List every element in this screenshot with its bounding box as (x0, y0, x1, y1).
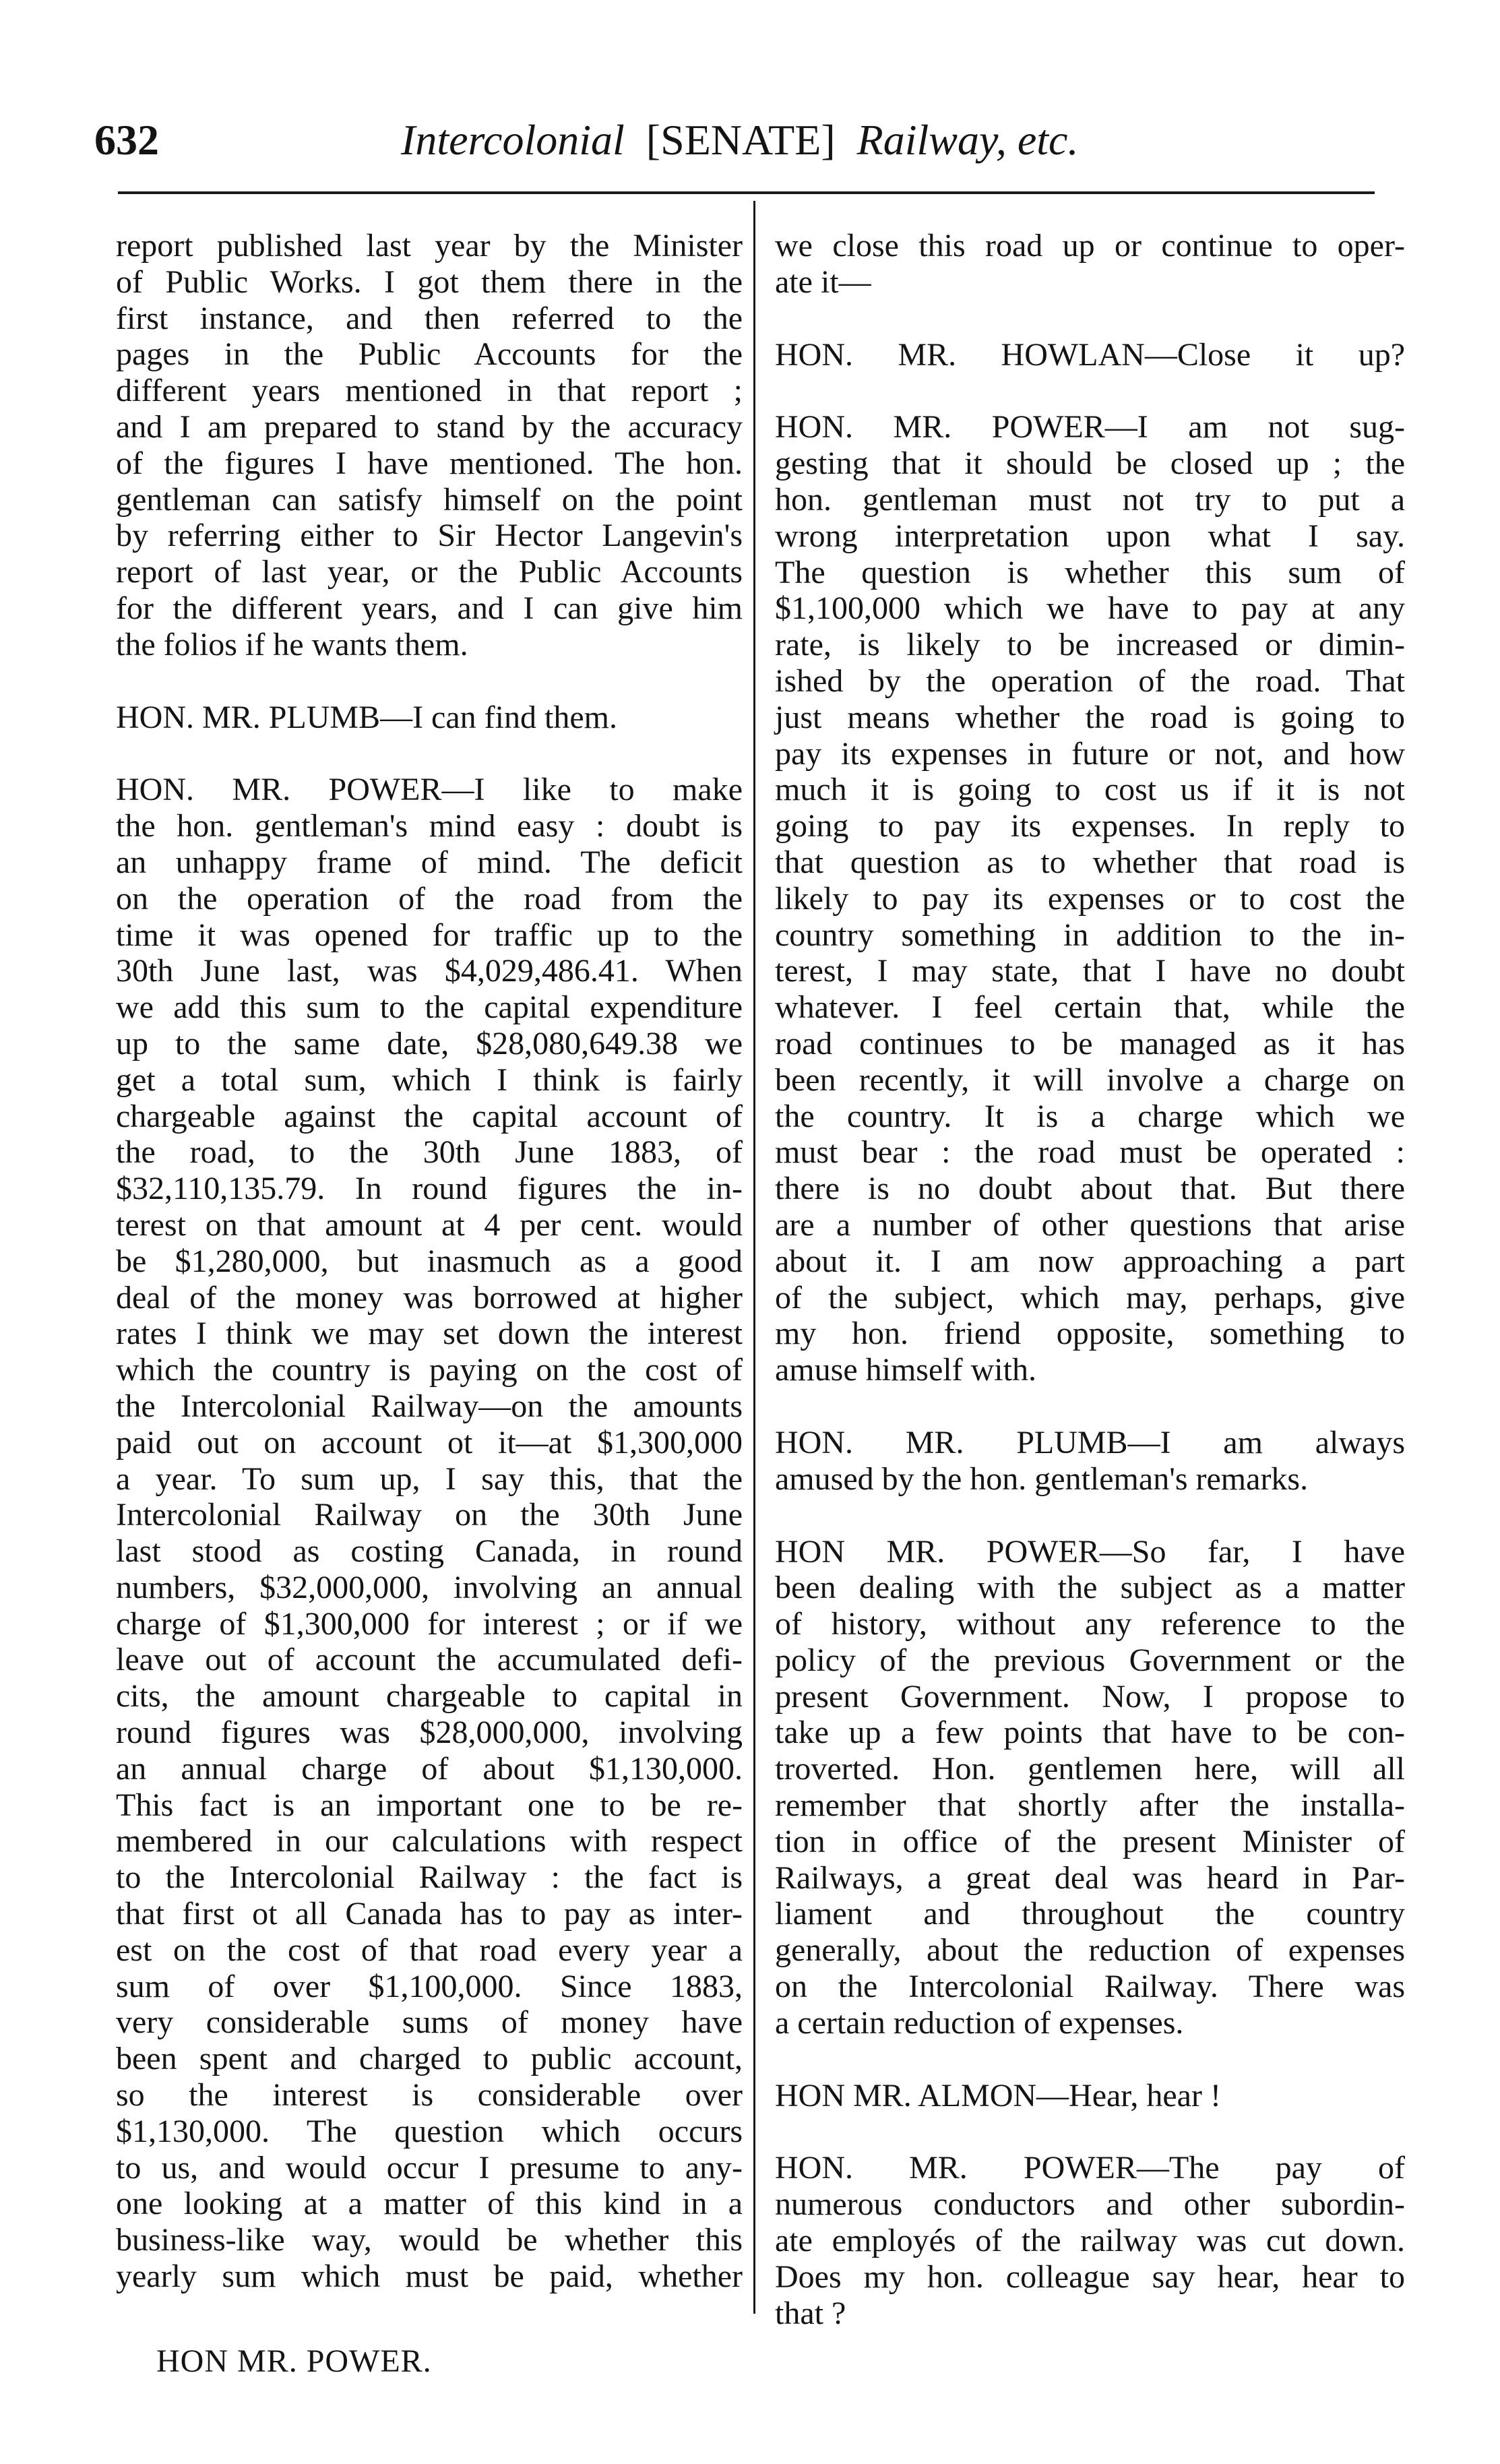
left-column-text-line: we add this sum to the capital expenditure (116, 989, 743, 1026)
right-column-text-line: Railways, a great deal was heard in Par- (775, 1859, 1405, 1896)
left-column-text-line: round figures was $28,000,000, involving (116, 1715, 743, 1751)
right-column-text-line: HON. MR. HOWLAN—Close it up? (775, 336, 1405, 373)
right-column-text-line: HON MR. ALMON—Hear, hear ! (775, 2077, 1221, 2114)
right-column-text-line: rate, is likely to be increased or dimin- (775, 627, 1405, 663)
right-column-text-line: just means whether the road is going to (775, 699, 1405, 735)
right-column-text-line: terest, I may state, that I have no doubt (775, 953, 1405, 989)
right-column (775, 228, 1405, 2331)
right-column-text-line: must bear : the road must be operated : (775, 1134, 1405, 1171)
left-column-text-line: up to the same date, $28,080,649.38 we (116, 1025, 743, 1061)
right-column-text-line: pay its expenses in future or not, and how (775, 735, 1405, 772)
right-column-paragraph-gap (775, 2114, 1405, 2150)
left-column-paragraph-gap (116, 735, 743, 772)
left-column-text-line: deal of the money was borrowed at higher (116, 1279, 743, 1316)
left-column-text-line: by referring either to Sir Hector Langevin's (116, 518, 743, 554)
right-column-text-line: road continues to be managed as it has (775, 1025, 1405, 1061)
left-column-text-line: business-like way, would be whether this (116, 2222, 743, 2258)
right-column-text-line: The question is whether this sum of (775, 554, 1405, 590)
left-column-text-line: an unhappy frame of mind. The deficit (116, 844, 743, 880)
right-column-text-line: country something in addition to the in- (775, 917, 1405, 953)
left-column-text-line: which the country is paying on the cost of (116, 1352, 743, 1388)
left-column-text-line: $1,130,000. The question which occurs (116, 2113, 743, 2149)
right-column-text-line: the country. It is a charge which we (775, 1098, 1405, 1134)
left-column-text-line: different years mentioned in that report ; (116, 373, 743, 409)
left-column-text-line: the road, to the 30th June 1883, of (116, 1134, 743, 1171)
right-column-text-line: present Government. Now, I propose to (775, 1678, 1405, 1715)
left-column-text-line: chargeable against the capital account of (116, 1098, 743, 1134)
left-column-text-line: sum of over $1,100,000. Since 1883, (116, 1968, 743, 2004)
right-column-text-line: gesting that it should be closed up ; the (775, 445, 1405, 482)
right-column-text-line: we close this road up or continue to oper- (775, 228, 1405, 264)
right-column-text-line: amuse himself with. (775, 1352, 1036, 1388)
right-column-text-line: about it. I am now approaching a part (775, 1243, 1405, 1279)
right-column-text-line: ate it— (775, 264, 871, 300)
left-column-paragraph-gap (116, 663, 743, 700)
left-column-text-line: HON. MR. POWER—I like to make (116, 772, 743, 808)
left-column-text-line: to the Intercolonial Railway : the fact is (116, 1859, 743, 1896)
left-column-text-line: get a total sum, which I think is fairly (116, 1061, 743, 1098)
left-column-text-line: report published last year by the Minister (116, 228, 743, 264)
right-column-text-line: on the Intercolonial Railway. There was (775, 1969, 1405, 2005)
left-column-text-line: numbers, $32,000,000, involving an annual (116, 1569, 743, 1605)
right-column-text-line: there is no doubt about that. But there (775, 1171, 1405, 1207)
right-column-text-line: whatever. I feel certain that, while the (775, 989, 1405, 1026)
left-column-text-line: been spent and charged to public account, (116, 2041, 743, 2077)
left-column-text-line: paid out on account ot it—at $1,300,000 (116, 1424, 743, 1460)
running-title-center: [SENATE] (646, 116, 836, 164)
running-title (401, 113, 1078, 167)
right-column-paragraph-gap (775, 1388, 1405, 1425)
left-column-text-line: pages in the Public Accounts for the (116, 336, 743, 373)
right-column-paragraph-gap (775, 2041, 1405, 2078)
left-column-text-line: to us, and would occur I presume to any- (116, 2149, 743, 2186)
left-column-text-line: that first ot all Canada has to pay as inter- (116, 1896, 743, 1932)
right-column-text-line: a certain reduction of expenses. (775, 2004, 1184, 2041)
left-column-text-line: the folios if he wants them. (116, 626, 468, 663)
right-column-text-line: generally, about the reduction of expenses (775, 1932, 1405, 1969)
left-column-text-line: Intercolonial Railway on the 30th June (116, 1497, 743, 1533)
left-column-text-line: charge of $1,300,000 for interest ; or if we (116, 1605, 743, 1642)
right-column-text-line: of the subject, which may, perhaps, give (775, 1279, 1405, 1316)
running-title-left: Intercolonial (401, 116, 625, 164)
right-column-paragraph-gap (775, 1498, 1405, 1534)
right-column-paragraph-gap (775, 373, 1405, 409)
right-column-text-line: been recently, it will involve a charge on (775, 1061, 1405, 1098)
right-column-text-line: my hon. friend opposite, something to (775, 1316, 1405, 1352)
right-column-text-line: HON. MR. POWER—I am not sug- (775, 409, 1405, 445)
left-column-text-line: report of last year, or the Public Accounts (116, 554, 743, 590)
right-column-text-line: of history, without any reference to the (775, 1606, 1405, 1642)
left-column-text-line: very considerable sums of money have (116, 2004, 743, 2041)
right-column-text-line: remember that shortly after the installa- (775, 1787, 1405, 1824)
left-column-text-line: This fact is an important one to be re- (116, 1787, 743, 1823)
right-column-text-line: Does my hon. colleague say hear, hear to (775, 2258, 1405, 2295)
left-column-text-line: 30th June last, was $4,029,486.41. When (116, 953, 743, 989)
right-column-text-line: take up a few points that have to be con- (775, 1715, 1405, 1751)
right-column-text-line: amused by the hon. gentleman's remarks. (775, 1460, 1309, 1497)
left-column-text-line: a year. To sum up, I say this, that the (116, 1460, 743, 1497)
footer-signature: HON MR. POWER. (156, 2343, 432, 2379)
running-header (94, 113, 1381, 167)
right-column-text-line: going to pay its expenses. In reply to (775, 808, 1405, 844)
left-column-text-line: time it was opened for traffic up to the (116, 917, 743, 953)
right-column-text-line: numerous conductors and other subordin- (775, 2186, 1405, 2223)
page-number: 632 (94, 116, 159, 164)
right-column-text-line: are a number of other questions that arise (775, 1206, 1405, 1243)
left-column-text-line: yearly sum which must be paid, whether (116, 2258, 743, 2295)
left-column (116, 228, 743, 2295)
right-column-text-line: ished by the operation of the road. That (775, 663, 1405, 699)
right-column-text-line: wrong interpretation upon what I say. (775, 518, 1405, 554)
left-column-text-line: so the interest is considerable over (116, 2077, 743, 2114)
right-column-text-line: HON. MR. PLUMB—I am always (775, 1424, 1405, 1460)
left-column-text-line: gentleman can satisfy himself on the point (116, 481, 743, 518)
left-column-text-line: and I am prepared to stand by the accuracy (116, 408, 743, 445)
left-column-text-line: HON. MR. PLUMB—I can find them. (116, 699, 617, 735)
left-column-text-line: of the figures I have mentioned. The hon. (116, 445, 743, 481)
right-column-text-line: liament and throughout the country (775, 1896, 1405, 1932)
right-column-text-line: HON MR. POWER—So far, I have (775, 1533, 1405, 1570)
right-column-text-line: troverted. Hon. gentlemen here, will all (775, 1751, 1405, 1787)
left-column-text-line: leave out of account the accumulated defi- (116, 1642, 743, 1678)
left-column-text-line: rates I think we may set down the interest (116, 1316, 743, 1352)
left-column-text-line: for the different years, and I can give him (116, 590, 743, 626)
running-title-right: Railway, etc. (856, 116, 1079, 164)
left-column-text-line: the hon. gentleman's mind easy : doubt is (116, 808, 743, 844)
header-rule (118, 191, 1375, 194)
right-column-text-line: much it is going to cost us if it is not (775, 772, 1405, 808)
right-column-text-line: tion in office of the present Minister of (775, 1823, 1405, 1859)
left-column-text-line: be $1,280,000, but inasmuch as a good (116, 1243, 743, 1279)
right-column-text-line: HON. MR. POWER—The pay of (775, 2150, 1405, 2186)
right-column-text-line: policy of the previous Government or the (775, 1642, 1405, 1678)
left-column-text-line: membered in our calculations with respect (116, 1823, 743, 1859)
left-column-text-line: last stood as costing Canada, in round (116, 1533, 743, 1570)
left-column-text-line: $32,110,135.79. In round figures the in- (116, 1171, 743, 1207)
right-column-text-line: been dealing with the subject as a matter (775, 1570, 1405, 1606)
left-column-text-line: first instance, and then referred to the (116, 300, 743, 336)
left-column-text-line: one looking at a matter of this kind in a (116, 2186, 743, 2222)
left-column-text-line: est on the cost of that road every year a (116, 1932, 743, 1968)
left-column-text-line: terest on that amount at 4 per cent. would (116, 1206, 743, 1243)
right-column-paragraph-gap (775, 301, 1405, 337)
left-column-text-line: of Public Works. I got them there in the (116, 264, 743, 300)
right-column-text-line: that question as to whether that road is (775, 844, 1405, 880)
column-divider (753, 201, 755, 2314)
right-column-text-line: ate employés of the railway was cut down. (775, 2223, 1405, 2259)
left-column-text-line: cits, the amount chargeable to capital in (116, 1678, 743, 1715)
right-column-text-line: $1,100,000 which we have to pay at any (775, 590, 1405, 627)
left-column-text-line: the Intercolonial Railway—on the amounts (116, 1388, 743, 1424)
left-column-text-line: on the operation of the road from the (116, 880, 743, 917)
right-column-text-line: likely to pay its expenses or to cost the (775, 880, 1405, 917)
right-column-text-line: hon. gentleman must not try to put a (775, 481, 1405, 518)
right-column-text-line: that ? (775, 2295, 846, 2331)
left-column-text-line: an annual charge of about $1,130,000. (116, 1750, 743, 1787)
